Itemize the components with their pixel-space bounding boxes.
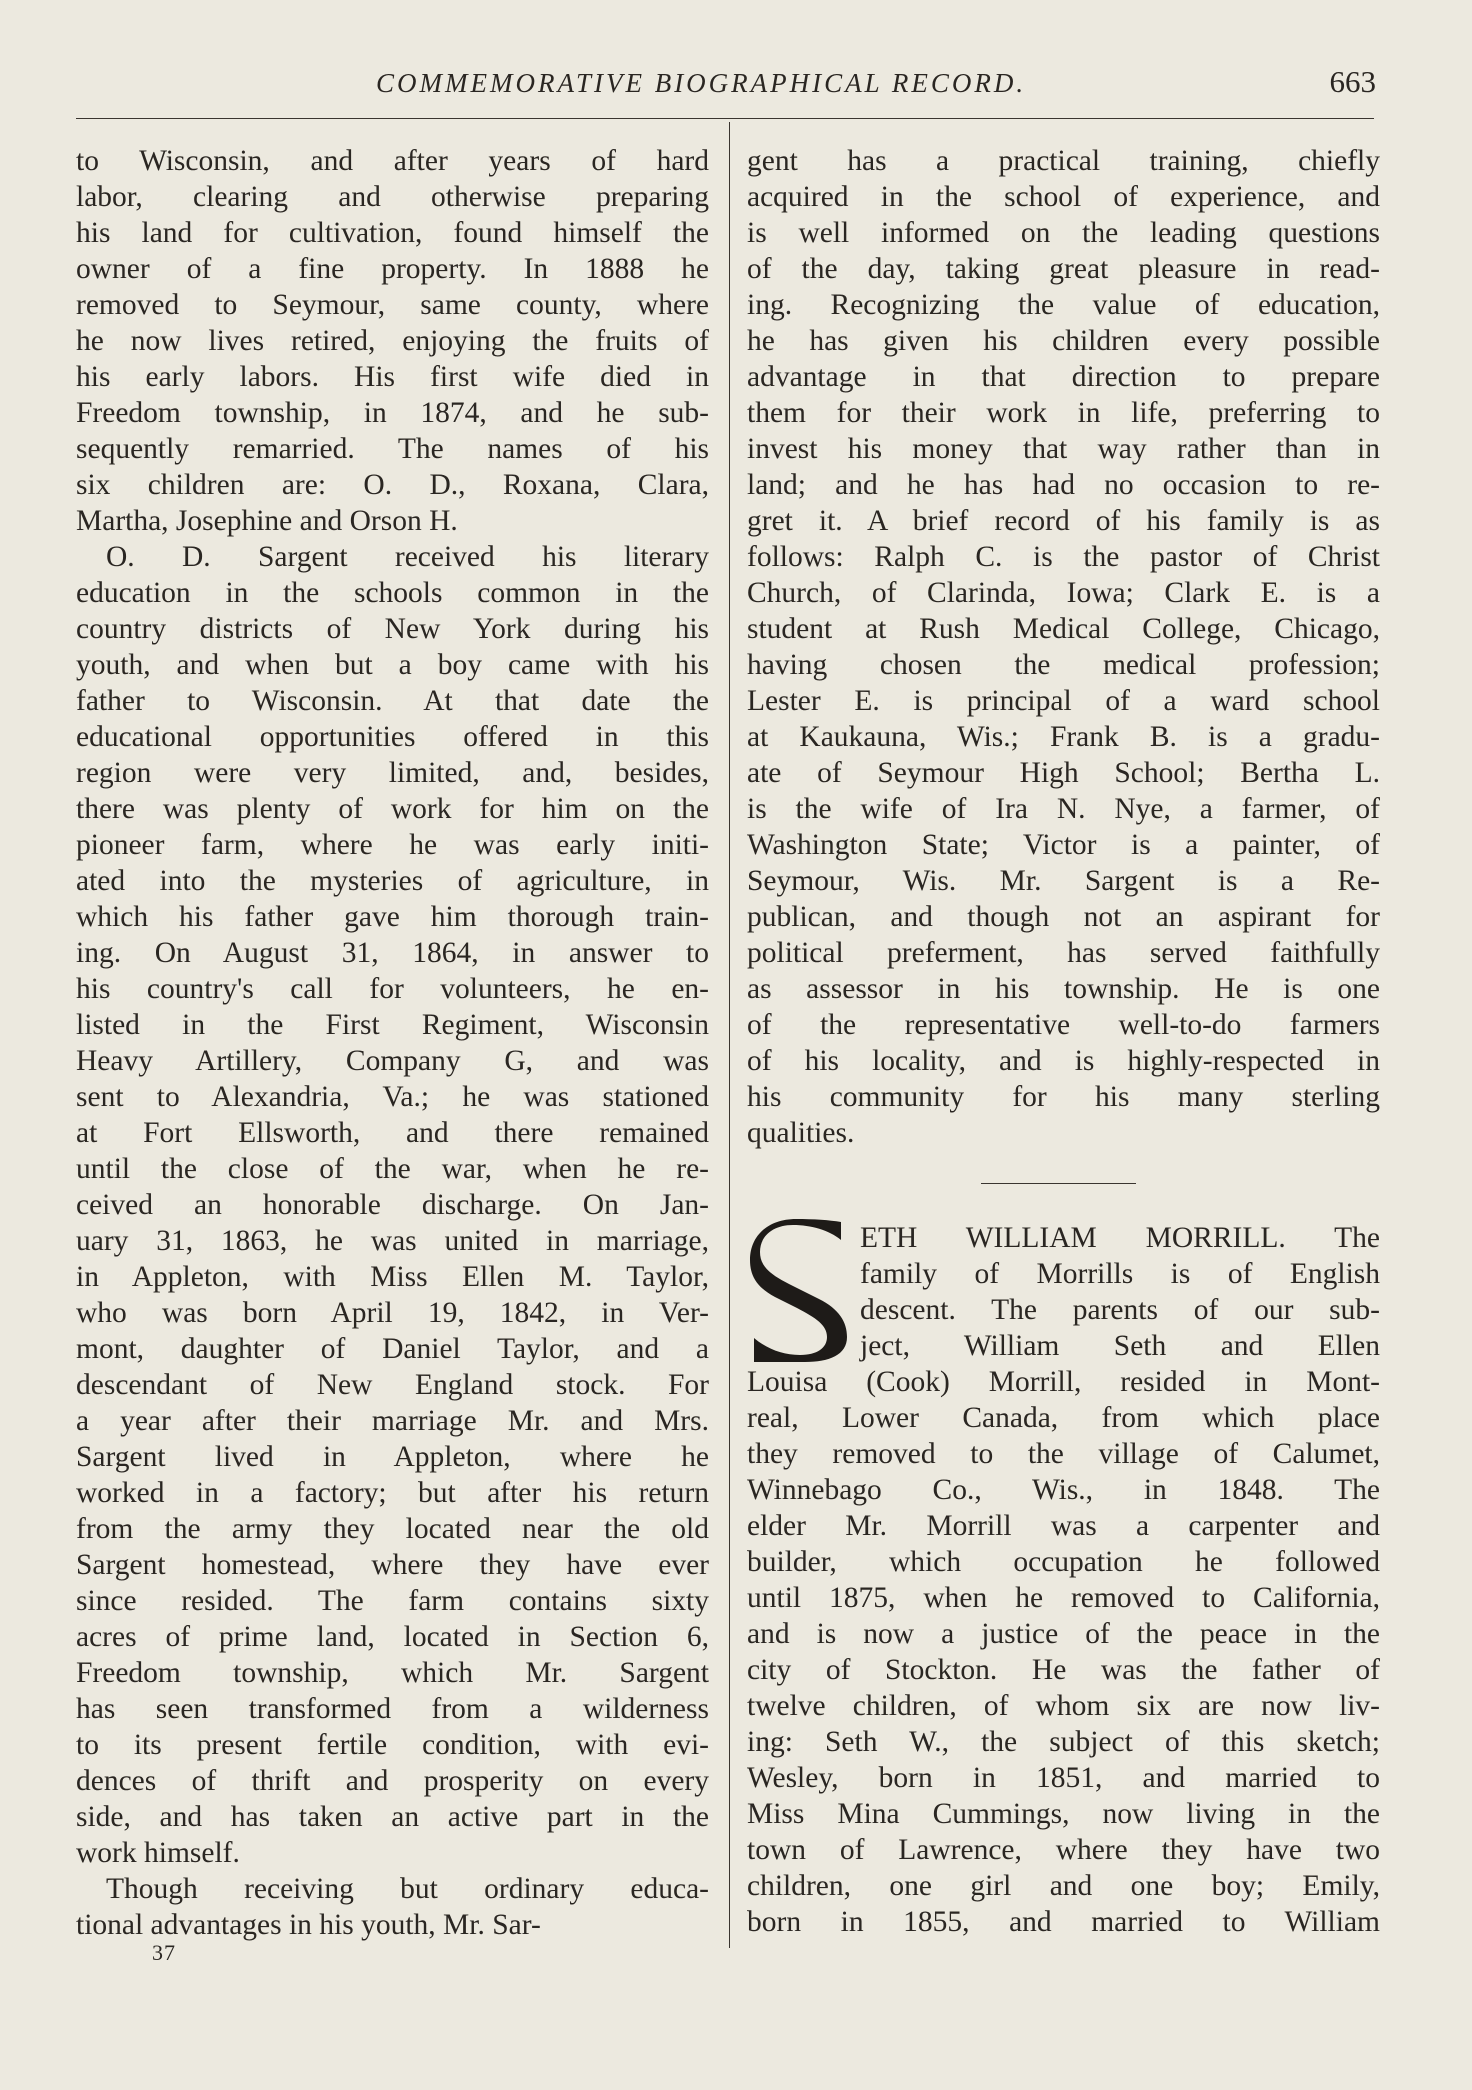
header-rule (76, 118, 1374, 119)
text-line: work himself. (76, 1837, 240, 1869)
text-line: invest his money that way rather than in (747, 433, 1380, 465)
text-line: to Wisconsin, and after years of hard (76, 145, 709, 177)
running-head: COMMEMORATIVE BIOGRAPHICAL RECORD. (376, 68, 1027, 98)
text-line: from the army they located near the old (76, 1513, 709, 1545)
text-line: they removed to the village of Calumet, (747, 1438, 1380, 1470)
text-line: owner of a fine property. In 1888 he (76, 253, 709, 285)
text-line: having chosen the medical profession; (747, 649, 1380, 681)
text-line: Sargent lived in Appleton, where he (76, 1441, 709, 1473)
text-line: ceived an honorable discharge. On Jan- (76, 1189, 709, 1221)
text-line: acquired in the school of experience, and (747, 181, 1380, 213)
text-line: tional advantages in his youth, Mr. Sar- (76, 1909, 541, 1941)
text-line: qualities. (747, 1117, 855, 1149)
dropcap-paragraph-lines (860, 1220, 1380, 1364)
text-line: Washington State; Victor is a painter, of (747, 829, 1380, 861)
text-line: is the wife of Ira N. Nye, a farmer, of (747, 793, 1380, 825)
text-line: in Appleton, with Miss Ellen M. Taylor, (76, 1261, 709, 1293)
text-line: O. D. Sargent received his literary (106, 541, 709, 573)
right-column (747, 143, 1380, 1151)
text-line: acres of prime land, located in Section 6, (76, 1621, 709, 1653)
left-column (76, 143, 709, 1943)
text-line: dences of thrift and prosperity on every (76, 1765, 709, 1797)
text-line: uary 31, 1863, he was united in marriage, (76, 1225, 709, 1257)
text-line: his land for cultivation, found himself the (76, 217, 709, 249)
text-line: at Fort Ellsworth, and there remained (76, 1117, 709, 1149)
text-line: side, and has taken an active part in the (76, 1801, 709, 1833)
text-line: Louisa (Cook) Morrill, resided in Mont- (747, 1366, 1380, 1398)
text-line: Winnebago Co., Wis., in 1848. The (747, 1474, 1380, 1506)
text-line: country districts of New York during his (76, 613, 709, 645)
text-line: to its present fertile condition, with evi- (76, 1729, 709, 1761)
text-line: youth, and when but a boy came with his (76, 649, 709, 681)
text-line: of the representative well-to-do farmers (747, 1009, 1380, 1041)
text-line: ated into the mysteries of agriculture, in (76, 865, 709, 897)
text-line: of his locality, and is highly-respected in (747, 1045, 1380, 1077)
text-line: Miss Mina Cummings, now living in the (747, 1798, 1380, 1830)
text-line: labor, clearing and otherwise preparing (76, 181, 709, 213)
text-line: worked in a factory; but after his return (76, 1477, 709, 1509)
text-line: until the close of the war, when he re- (76, 1153, 709, 1185)
text-line: and is now a justice of the peace in the (747, 1618, 1380, 1650)
text-line: education in the schools common in the (76, 577, 709, 609)
text-line: Lester E. is principal of a ward school (747, 685, 1380, 717)
signature-mark: 37 (152, 1940, 176, 1965)
text-line: land; and he has had no occasion to re- (747, 469, 1380, 501)
text-line: a year after their marriage Mr. and Mrs. (76, 1405, 709, 1437)
text-line: publican, and though not an aspirant for (747, 901, 1380, 933)
text-line: at Kaukauna, Wis.; Frank B. is a gradu- (747, 721, 1380, 753)
text-line: them for their work in life, preferring to (747, 397, 1380, 429)
text-line: builder, which occupation he followed (747, 1546, 1380, 1578)
text-line: descendant of New England stock. For (76, 1369, 709, 1401)
text-line: gret it. A brief record of his family is as (747, 505, 1380, 537)
column-divider-rule (729, 122, 730, 1948)
text-line: Seymour, Wis. Mr. Sargent is a Re- (747, 865, 1380, 897)
text-line: of the day, taking great pleasure in read- (747, 253, 1380, 285)
text-line: advantage in that direction to prepare (747, 361, 1380, 393)
text-line: is well informed on the leading questions (747, 217, 1380, 249)
text-line: which his father gave him thorough train- (76, 901, 709, 933)
text-line: political preferment, has served faithfully (747, 937, 1380, 969)
text-line: removed to Seymour, same county, where (76, 289, 709, 321)
text-line: region were very limited, and, besides, (76, 757, 709, 789)
text-line: follows: Ralph C. is the pastor of Christ (747, 541, 1380, 573)
text-line: pioneer farm, where he was early initi- (76, 829, 709, 861)
text-line: family of Morrills is of English (860, 1258, 1380, 1290)
section-divider (981, 1183, 1136, 1184)
text-line: town of Lawrence, where they have two (747, 1834, 1380, 1866)
text-line: Though receiving but ordinary educa- (106, 1873, 709, 1905)
text-line: until 1875, when he removed to California, (747, 1582, 1380, 1614)
text-line: since resided. The farm contains sixty (76, 1585, 709, 1617)
text-line: educational opportunities offered in this (76, 721, 709, 753)
text-line: he has given his children every possible (747, 325, 1380, 357)
text-line: children, one girl and one boy; Emily, (747, 1870, 1380, 1902)
text-line: Church, of Clarinda, Iowa; Clark E. is a (747, 577, 1380, 609)
text-line: listed in the First Regiment, Wisconsin (76, 1009, 709, 1041)
text-line: ject, William Seth and Ellen (860, 1330, 1380, 1362)
text-line: there was plenty of work for him on the (76, 793, 709, 825)
text-line: Freedom township, in 1874, and he sub- (76, 397, 709, 429)
text-line: mont, daughter of Daniel Taylor, and a (76, 1333, 709, 1365)
text-line: ETH WILLIAM MORRILL. The (860, 1222, 1380, 1254)
text-line: Heavy Artillery, Company G, and was (76, 1045, 709, 1077)
page-number: 663 (1329, 64, 1376, 99)
page-header (76, 64, 1376, 108)
morrill-paragraph-lines (747, 1364, 1380, 1940)
text-line: real, Lower Canada, from which place (747, 1402, 1380, 1434)
text-line: Sargent homestead, where they have ever (76, 1549, 709, 1581)
text-line: elder Mr. Morrill was a carpenter and (747, 1510, 1380, 1542)
text-line: father to Wisconsin. At that date the (76, 685, 709, 717)
text-line: his community for his many sterling (747, 1081, 1380, 1113)
text-line: descent. The parents of our sub- (860, 1294, 1380, 1326)
text-line: Freedom township, which Mr. Sargent (76, 1657, 709, 1689)
text-line: who was born April 19, 1842, in Ver- (76, 1297, 709, 1329)
text-line: Wesley, born in 1851, and married to (747, 1762, 1380, 1794)
text-line: ing. Recognizing the value of education, (747, 289, 1380, 321)
text-line: as assessor in his township. He is one (747, 973, 1380, 1005)
text-line: he now lives retired, enjoying the fruits of (76, 325, 709, 357)
text-line: Martha, Josephine and Orson H. (76, 505, 458, 537)
text-line: twelve children, of whom six are now liv- (747, 1690, 1380, 1722)
text-line: his early labors. His first wife died in (76, 361, 709, 393)
text-line: sent to Alexandria, Va.; he was stationed (76, 1081, 709, 1113)
text-line: ing: Seth W., the subject of this sketch; (747, 1726, 1380, 1758)
text-line: ate of Seymour High School; Bertha L. (747, 757, 1380, 789)
text-line: student at Rush Medical College, Chicago, (747, 613, 1380, 645)
text-line: gent has a practical training, chiefly (747, 145, 1380, 177)
text-line: six children are: O. D., Roxana, Clara, (76, 469, 709, 501)
drop-cap-s (749, 1216, 849, 1364)
text-line: his country's call for volunteers, he en- (76, 973, 709, 1005)
text-line: born in 1855, and married to William (747, 1906, 1380, 1938)
text-line: has seen transformed from a wilderness (76, 1693, 709, 1725)
text-line: sequently remarried. The names of his (76, 433, 709, 465)
text-line: city of Stockton. He was the father of (747, 1654, 1380, 1686)
text-line: ing. On August 31, 1864, in answer to (76, 937, 709, 969)
